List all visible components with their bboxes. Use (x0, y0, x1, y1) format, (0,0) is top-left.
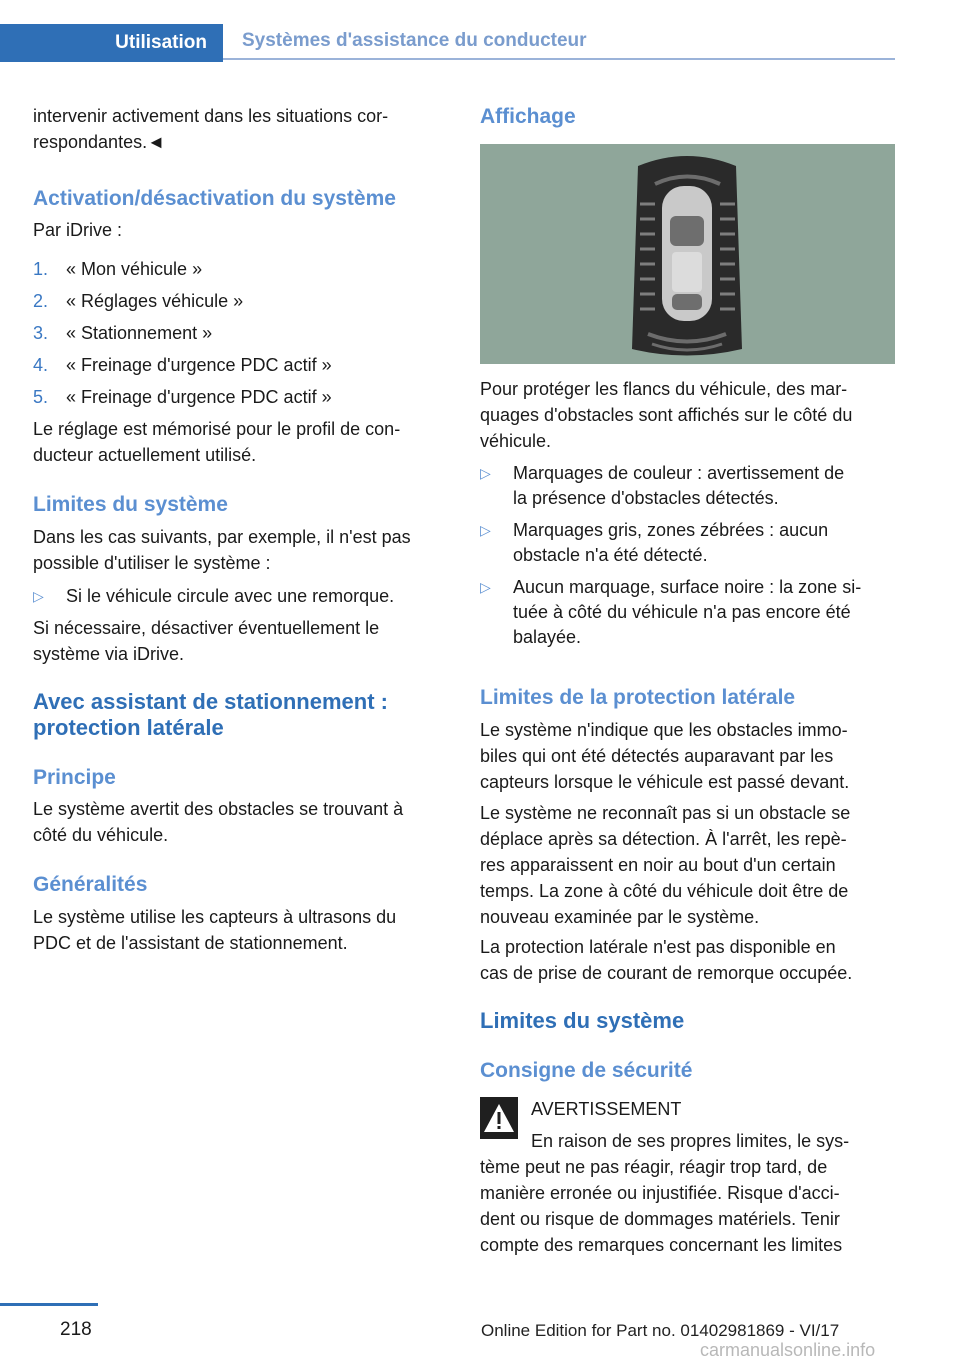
step-number: 4. (33, 355, 49, 375)
step-item-4 (33, 353, 332, 378)
flanc-line-3: véhicule. (480, 431, 552, 451)
step-text: « Freinage d'urgence PDC actif » (66, 387, 332, 407)
header-tab-utilisation: Utilisation (0, 24, 223, 62)
bullet-couleur (480, 461, 845, 486)
warning-line-2: tème peut ne pas réagir, réagir trop tard, de (480, 1157, 828, 1177)
warning-triangle-icon (480, 1097, 518, 1139)
reconnait-line-4: temps. La zone à côté du véhicule doit être de (480, 881, 849, 901)
heading-limites-protection: Limites de la protection latérale (480, 686, 796, 709)
warning-title: AVERTISSEMENT (531, 1099, 682, 1119)
bullet-text: Aucun marquage, surface noire : la zone si‐ (513, 577, 862, 597)
step-item-1 (33, 257, 203, 282)
triangle-right-icon: ▷ (33, 588, 44, 604)
heading-generalites: Généralités (33, 873, 148, 896)
heading-consigne: Consigne de sécurité (480, 1059, 693, 1082)
heading-avec-line-2: protection latérale (33, 715, 224, 740)
generalites-line-1: Le système utilise les capteurs à ultrasons du (33, 907, 397, 927)
bullet-gris-cont: obstacle n'a été détecté. (513, 545, 708, 565)
memo-line-2: ducteur actuellement utilisé. (33, 445, 257, 465)
limprot-line-1: Le système n'indique que les obstacles immo‐ (480, 720, 848, 740)
step-item-3 (33, 321, 213, 346)
step-number: 3. (33, 323, 49, 343)
car-top-view-illustration (480, 144, 895, 364)
need-line-2: système via iDrive. (33, 644, 185, 664)
step-number: 5. (33, 387, 49, 407)
limites-line-1: Dans les cas suivants, par exemple, il n'est pas (33, 527, 411, 547)
step-item-5 (33, 385, 332, 410)
heading-activation: Activation/désactivation du système (33, 187, 396, 210)
flanc-line-1: Pour protéger les flancs du véhicule, des mar‐ (480, 379, 848, 399)
edition-text: Online Edition for Part no. 01402981869 - VI/17 (481, 1321, 840, 1340)
page-header (0, 24, 895, 62)
warning-line-1: En raison de ses propres limites, le sys‐ (531, 1131, 850, 1151)
warning-line-5: compte des remarques concernant les limites (480, 1235, 843, 1255)
header-section-title: Systèmes d'assistance du conducteur (223, 24, 895, 60)
reconnait-line-3: res apparaissent en noir au bout d'un certain (480, 855, 836, 875)
side-protection-figure (480, 144, 895, 364)
warning-line-3: manière erronée ou injustifiée. Risque d'acci‐ (480, 1183, 840, 1203)
limprot-line-3: capteurs lorsque le véhicule est passé devant. (480, 772, 850, 792)
step-number: 1. (33, 259, 49, 279)
memo-line-1: Le réglage est mémorisé pour le profil de con‐ (33, 419, 401, 439)
heading-limites-systeme: Limites du système (480, 1008, 685, 1033)
flanc-line-2: quages d'obstacles sont affichés sur le côté du (480, 405, 853, 425)
step-text: « Réglages véhicule » (66, 291, 244, 311)
warning-line-4: dent ou risque de dommages matériels. Tenir (480, 1209, 840, 1229)
triangle-right-icon: ▷ (480, 465, 491, 481)
limprot-line-2: biles qui ont été détectés auparavant par les (480, 746, 834, 766)
bullet-noire (480, 575, 862, 600)
heading-avec-line-1: Avec assistant de stationnement : (33, 689, 388, 714)
step-text: « Stationnement » (66, 323, 213, 343)
step-text: « Mon véhicule » (66, 259, 203, 279)
bullet-noire-cont-1: tuée à côté du véhicule n'a pas encore été (513, 602, 851, 622)
need-line-1: Si nécessaire, désactiver éventuellement le (33, 618, 380, 638)
step-number: 2. (33, 291, 49, 311)
footer-rule (0, 1303, 98, 1306)
bullet-text: Marquages gris, zones zébrées : aucun (513, 520, 829, 540)
bullet-gris (480, 518, 829, 543)
step-item-2 (33, 289, 244, 314)
reconnait-line-1: Le système ne reconnaît pas si un obstacle se (480, 803, 851, 823)
reconnait-line-5: nouveau examinée par le système. (480, 907, 760, 927)
triangle-right-icon: ▷ (480, 522, 491, 538)
dispo-line-1: La protection latérale n'est pas disponible en (480, 937, 836, 957)
principe-line-1: Le système avertit des obstacles se trouvant à (33, 799, 404, 819)
intro-line-1: intervenir activement dans les situations cor‐ (33, 106, 389, 126)
triangle-right-icon: ▷ (480, 579, 491, 595)
bullet-remorque (33, 584, 395, 609)
bullet-couleur-cont: la présence d'obstacles détectés. (513, 488, 779, 508)
par-idrive: Par iDrive : (33, 220, 123, 240)
limites-line-2: possible d'utiliser le système : (33, 553, 271, 573)
generalites-line-2: PDC et de l'assistant de stationnement. (33, 933, 348, 953)
dispo-line-2: cas de prise de courant de remorque occupée. (480, 963, 853, 983)
heading-limites: Limites du système (33, 493, 228, 516)
bullet-text: Si le véhicule circule avec une remorque. (66, 586, 395, 606)
principe-line-2: côté du véhicule. (33, 825, 169, 845)
bullet-text: Marquages de couleur : avertissement de (513, 463, 845, 483)
intro-line-2: respondantes.◄ (33, 132, 165, 152)
reconnait-line-2: déplace après sa détection. À l'arrêt, les repè‐ (480, 829, 847, 849)
bullet-noire-cont-2: balayée. (513, 627, 582, 647)
page-number: 218 (60, 1319, 92, 1340)
heading-principe: Principe (33, 766, 116, 789)
step-text: « Freinage d'urgence PDC actif » (66, 355, 332, 375)
heading-affichage: Affichage (480, 105, 576, 128)
watermark: carmanualsonline.info (700, 1340, 876, 1360)
